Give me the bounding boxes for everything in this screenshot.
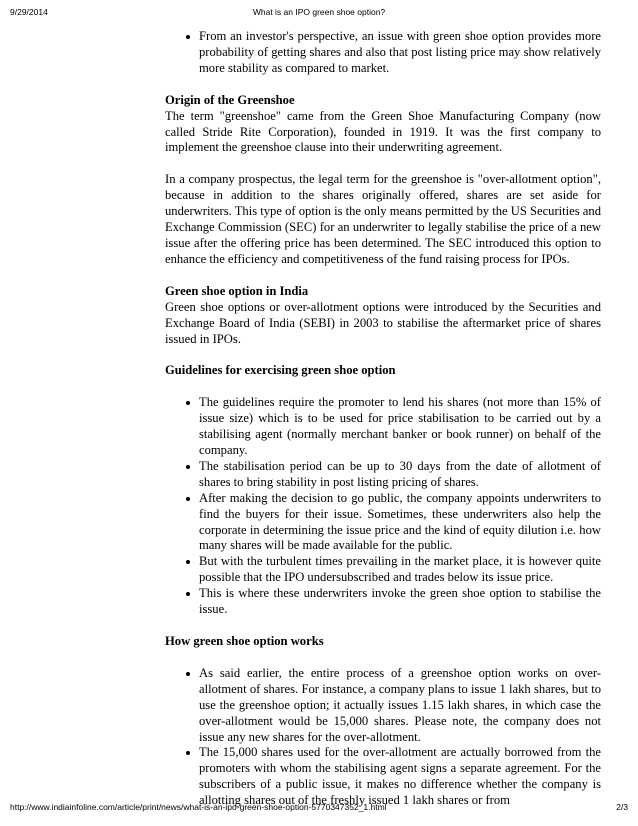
section-heading-india: Green shoe option in India <box>165 283 309 298</box>
page-number: 2/3 <box>616 802 628 812</box>
article-body <box>165 29 601 809</box>
intro-list <box>165 29 601 77</box>
guidelines-list <box>165 395 601 618</box>
source-url: http://www.indiainfoline.com/article/print/news/what-is-an-ipo-green-shoe-option-5770347352_1.html <box>10 802 387 812</box>
list-item: After making the decision to go public, the company appoints underwriters to find the buyers for their issue. Sometimes, these underwriters also help the corporate in determining the issue price and the kind of equity dilution i.e. how many shares will be made available for the public. <box>199 490 601 553</box>
list-item: The 15,000 shares used for the over-allotment are actually borrowed from the promoters with whom the stabilising agent signs a separate agreement. For the subscribers of a public issue, it makes no difference whether the company is allotting shares out of the freshly issued 1 lakh shares or from <box>199 745 601 808</box>
works-list <box>165 666 601 809</box>
section-heading-works: How green shoe option works <box>165 634 324 648</box>
list-item: The stabilisation period can be up to 30 days from the date of allotment of shares to bring stability in post listing pricing of shares. <box>199 458 601 489</box>
list-item: This is where these underwriters invoke the green shoe option to stabilise the issue. <box>199 586 601 617</box>
print-date: 9/29/2014 <box>10 7 48 17</box>
list-item: From an investor's perspective, an issue with green shoe option provides more probability of getting shares and also that post listing price may show relatively more stability as compared to market. <box>199 29 601 75</box>
list-item: As said earlier, the entire process of a greenshoe option works on over-allotment of shares. For instance, a company plans to issue 1 lakh shares, but to use the greenshoe option; it actually issues 1.15 lakh shares, in which case the over-allotment would be 15,000 shares. Please note, the company does not issue any new shares for the over-allotment. <box>199 665 601 744</box>
section-heading-guidelines: Guidelines for exercising green shoe option <box>165 363 396 378</box>
list-item: The guidelines require the promoter to lend his shares (not more than 15% of issue size) which is to be used for price stabilisation to be carried out by a stabilising agent (normally merchant banker or book runner) on behalf of the company. <box>199 395 601 458</box>
page-footer <box>10 802 628 814</box>
paragraph: Green shoe options or over-allotment options were introduced by the Securities and Exchange Board of India (SEBI) in 2003 to stabilise the aftermarket price of shares issued in IPOs. <box>165 299 601 346</box>
section-heading-origin: Origin of the Greenshoe <box>165 92 295 107</box>
page-title: What is an IPO green shoe option? <box>252 7 386 17</box>
page-header <box>10 7 628 19</box>
paragraph: In a company prospectus, the legal term for the greenshoe is "over-allotment option", because in addition to the shares originally offered, shares are set aside for underwriters. This type of option is the only means permitted by the US Securities and Exchange Commission (SEC) for an underwriter to legally stabilise the price of a new issue after the offering price has been determined. The SEC introduced this option to enhance the efficiency and competitiveness of the fund raising process for IPOs. <box>165 172 601 266</box>
list-item: But with the turbulent times prevailing in the market place, it is however quite possible that the IPO undersubscribed and trades below its issue price. <box>199 554 601 585</box>
paragraph: The term "greenshoe" came from the Green Shoe Manufacturing Company (now called Stride Rite Corporation), founded in 1919. It was the first company to implement the greenshoe clause into their underwriting agreement. <box>165 108 601 155</box>
